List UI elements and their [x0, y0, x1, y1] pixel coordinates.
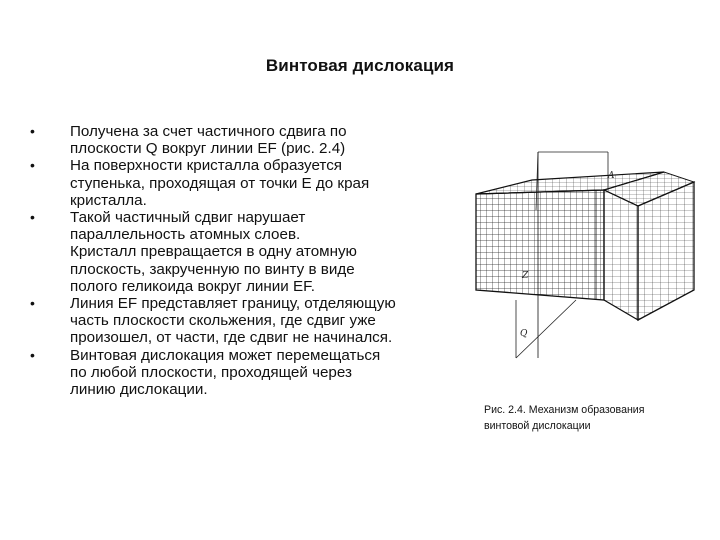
- crystal-diagram: [468, 150, 700, 370]
- bullet-marker: •: [30, 123, 35, 139]
- bullet-marker: •: [30, 346, 35, 363]
- bullet-list: [30, 123, 470, 398]
- slide-title: Винтовая дислокация: [265, 56, 455, 75]
- crystal-front-right: [604, 190, 638, 320]
- screw-dislocation-figure: [468, 150, 700, 370]
- bullet-text: Получена за счет частичного сдвига по плоскости Q вокруг линии EF (рис. 2.4): [70, 123, 347, 158]
- bullet-text: Такой частичный сдвиг нарушает параллельность атомных слоев. Кристалл превращается в одну атомную плоскость, закрученную по винту в виде полого геликоида вокруг линии EF.: [70, 209, 357, 295]
- bullet-marker: •: [30, 209, 35, 226]
- crystal-side-face: [638, 182, 694, 320]
- bullet-text: Линия EF представляет границу, отделяющую часть плоскости скольжения, где сдвиг уже произошел, от части, где сдвиг не начинался.: [70, 295, 396, 347]
- figure-label-middle: Z: [522, 271, 529, 281]
- bullet-marker: •: [30, 295, 35, 312]
- bullet-item: [30, 347, 470, 399]
- bullet-text: Винтовая дислокация может перемещаться по любой плоскости, проходящей через линию дислокации.: [70, 346, 381, 399]
- bullet-item: [30, 123, 470, 157]
- bullet-item: [30, 209, 470, 295]
- crystal-front-face: [476, 190, 604, 300]
- bullet-text: На поверхности кристалла образуется ступенька, проходящая от точки E до края кристалла.: [70, 157, 370, 209]
- bullet-item: [30, 295, 470, 347]
- bullet-marker: •: [30, 157, 35, 174]
- bullet-item: [30, 157, 470, 209]
- figure-label-top: A: [608, 171, 615, 181]
- figure-label-bottom: Q: [520, 329, 528, 339]
- figure-caption: Рис. 2.4. Механизм образования винтовой дислокации: [484, 404, 645, 432]
